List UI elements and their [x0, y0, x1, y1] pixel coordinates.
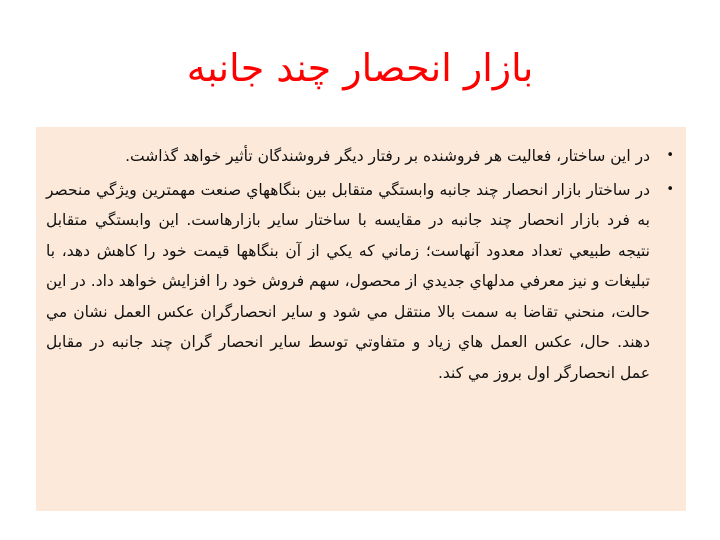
bullet-marker: • [666, 148, 674, 163]
slide-title: بازار انحصار چند جانبه [186, 46, 534, 90]
bullet-text: در اين ساختار، فعاليت هر فروشنده بر رفتار ديگر فروشندگان تأثير خواهد گذاشت. [125, 147, 650, 165]
bullet-item [46, 175, 678, 389]
bullet-item [46, 141, 678, 172]
bullet-list [46, 141, 678, 388]
bullet-text: در ساختار بازار انحصار چند جانبه وابستگي متقابل بين بنگاههاي صنعت مهمترين ويژگي منحصر به فرد بازار انحصار چند جانبه در مقايسه با ساختار ساير بازارهاست. اين وابستگي متقابل نتيجه طبيعي تعداد معدود آنهاست؛ زماني كه يكي از آن بنگاهها قيمت خود را كاهش دهد، با تبليغات و نيز معرفي مدلهاي جديدي از محصول، سهم فروش خود را افزايش خواهد داد. در اين حالت، منحني تقاضا به سمت بالا منتقل مي شود و ساير انحصارگران عكس العمل نشان مي دهند. حال، عكس العمل هاي زياد و متفاوتي توسط ساير انحصار گران چند جانبه در مقابل عمل انحصارگر اول بروز مي كند. [46, 180, 650, 382]
bullet-marker: • [666, 181, 674, 197]
content-box [36, 127, 686, 511]
